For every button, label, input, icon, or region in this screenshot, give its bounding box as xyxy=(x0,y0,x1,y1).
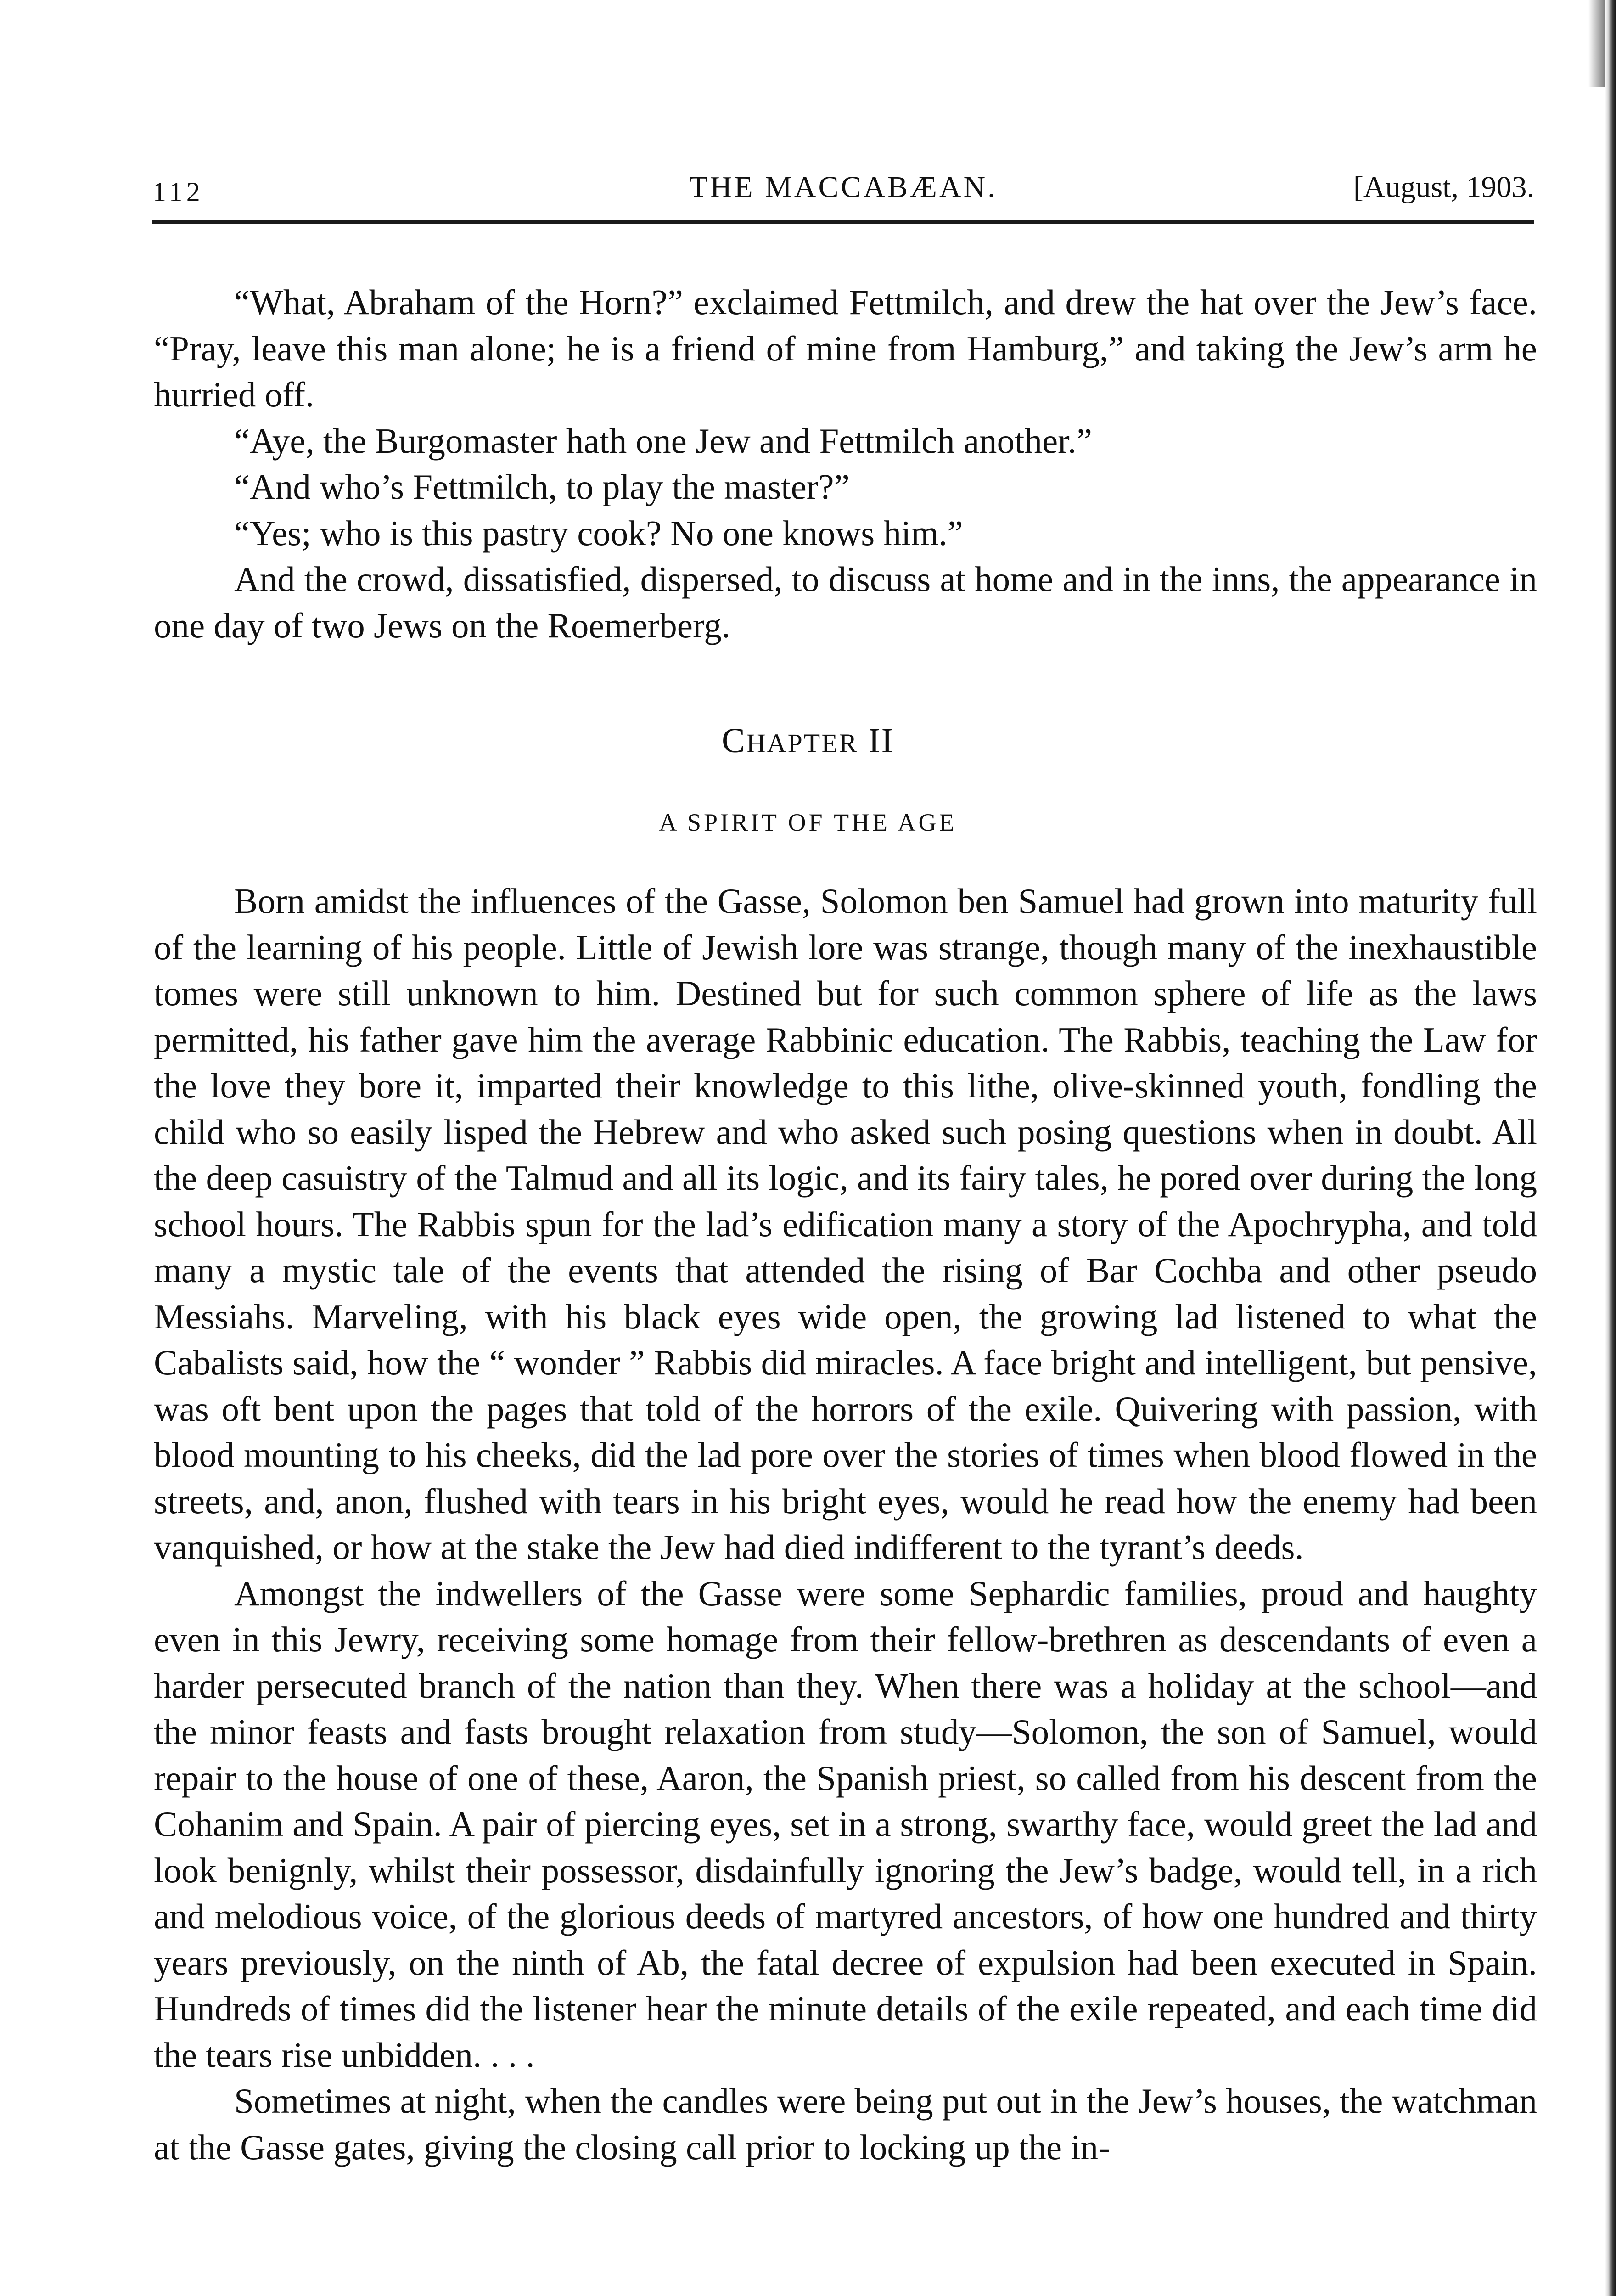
chapter-heading xyxy=(0,721,1616,761)
paragraph: And the crowd, dissatisfied, dispersed, to discuss at home and in the inns, the appearance in one day of two Jews on the Roemerberg. xyxy=(154,559,1537,645)
page-number: 112 xyxy=(152,177,204,207)
paragraph: “And who’s Fettmilch, to play the master?” xyxy=(234,467,850,506)
paragraph: Sometimes at night, when the candles were being put out in the Jew’s houses, the watchman at the Gasse gates, giving the closing call prior to locking up the in- xyxy=(154,2081,1537,2167)
text-block-chapter xyxy=(154,878,1537,2170)
paragraph: Amongst the indwellers of the Gasse were some Sephardic families, proud and haughty even in this Jewry, receiving some homage from their fellow-brethren as descendants of even a harder persecuted branch of the nation than they. When there was a holiday at the school—and the minor feasts and fasts brought relaxation from study—Solomon, the son of Samuel, would repair to the house of one of these, Aaron, the Spanish priest, so called from his descent from the Cohanim and Spain. A pair of piercing eyes, set in a strong, swarthy face, would greet the lad and look benignly, whilst their possessor, disdainfully ignoring the Jew’s badge, would tell, in a rich and melodious voice, of the glorious deeds of martyred ancestors, of how one hundred and thirty years previously, on the ninth of Ab, the fatal decree of expulsion had been executed in Spain. Hundreds of times did the listener hear the minute details of the exile repeated, and each time did the tears rise unbidden. . . . xyxy=(154,1573,1537,2075)
paragraph: “Aye, the Burgomaster hath one Jew and Fettmilch another.” xyxy=(234,421,1092,461)
paragraph: Born amidst the influences of the Gasse, Solomon ben Samuel had grown into maturity full of the learning of his people. Little of Jewish lore was strange, though many of the inexhaustible tomes were still unknown to him. Destined but for such common sphere of life as the laws permitted, his father gave him the average Rabbinic education. The Rabbis, teaching the Law for the love they bore it, imparted their knowledge to this lithe, olive-skinned youth, fondling the child who so easily lisped the Hebrew and who asked such posing questions when in doubt. All the deep casuistry of the Talmud and all its logic, and its fairy tales, he pored over during the long school hours. The Rabbis spun for the lad’s edification many a story of the Apochrypha, and told many a mystic tale of the events that attended the rising of Bar Cochba and other pseudo Messiahs. Marveling, with his black eyes wide open, the growing lad listened to what the Cabalists said, how the “ wonder ” Rabbis did miracles. A face bright and intelligent, but pensive, was oft bent upon the pages that told of the horrors of the exile. Quivering with passion, with blood mounting to his cheeks, did the lad pore over the stories of times when blood flowed in the streets, and, anon, flushed with tears in his bright eyes, would he read how the enemy had been vanquished, or how at the stake the Jew had died indifferent to the tyrant’s deeds. xyxy=(154,881,1537,1567)
running-header xyxy=(152,170,1534,211)
issue-date: [August, 1903. xyxy=(1353,170,1534,204)
paragraph: “Yes; who is this pastry cook? No one knows him.” xyxy=(234,513,963,553)
paragraph: “What, Abraham of the Horn?” exclaimed Fettmilch, and drew the hat over the Jew’s face. “Pray, leave this man alone; he is a friend of mine from Hamburg,” and taking the Jew’s arm he hurried off. xyxy=(154,282,1537,414)
chapter-numeral: II xyxy=(868,721,894,760)
chapter-subtitle: A SPIRIT OF THE AGE xyxy=(659,809,957,836)
text-block-before-chapter xyxy=(154,279,1537,648)
page-edge-shadow xyxy=(1605,0,1616,2296)
chapter-initial: C xyxy=(722,721,746,760)
chapter-word: HAPTER xyxy=(746,728,858,758)
header-rule xyxy=(152,220,1534,224)
page-edge-smudge xyxy=(1588,0,1605,87)
journal-title: THE MACCABÆAN. xyxy=(689,170,998,204)
